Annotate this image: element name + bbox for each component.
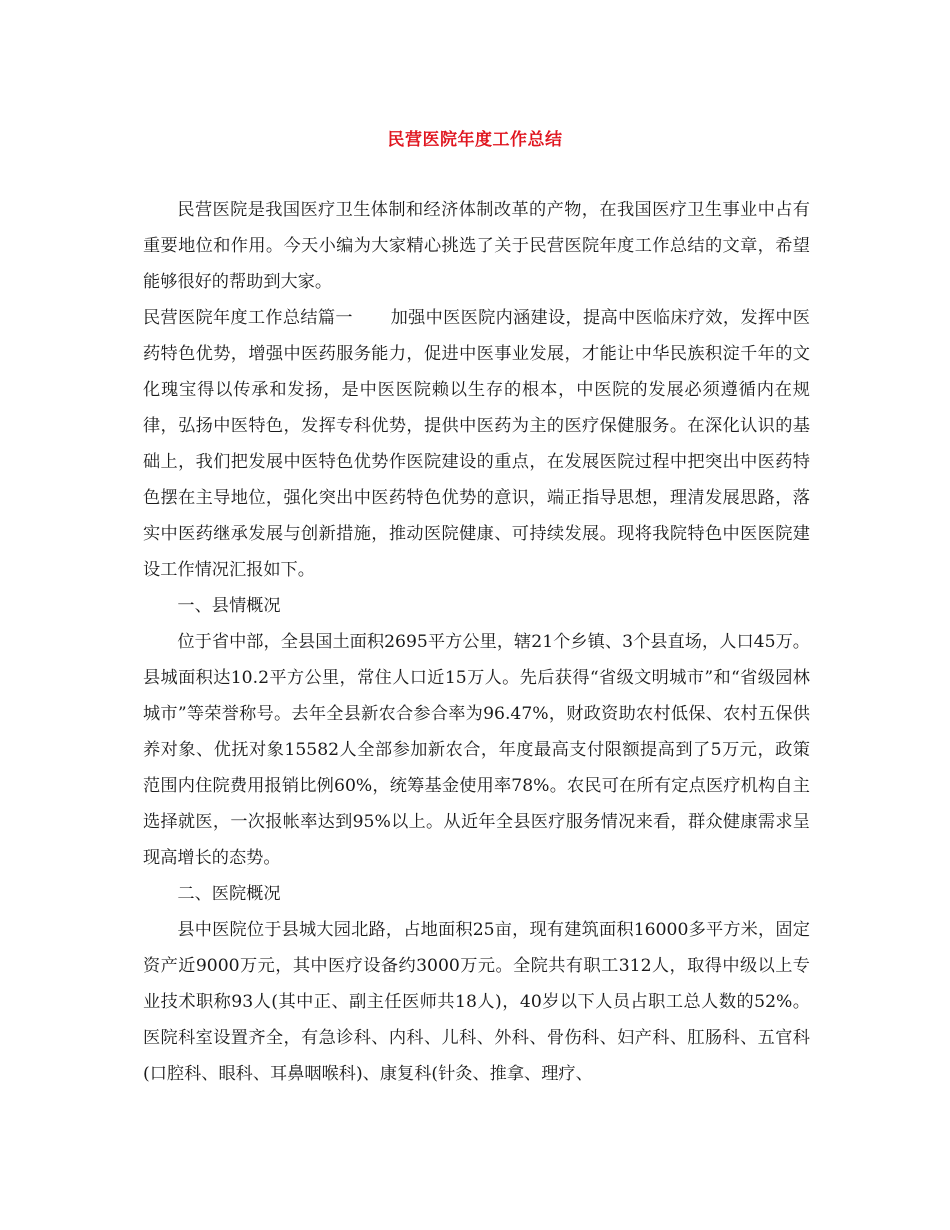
intro-paragraph: 民营医院是我国医疗卫生体制和经济体制改革的产物，在我国医疗卫生事业中占有重要地位和作用。今天小编为大家精心挑选了关于民营医院年度工作总结的文章，希望能够很好的帮助到大家。 (143, 200, 810, 292)
section-body-hospital: 县中医院位于县城大园北路，占地面积25亩，现有建筑面积16000多平方米，固定资产近9000万元，其中医疗设备约3000万元。全院共有职工312人，取得中级以上专业技术职称93人(其中正、副主任医师共18人)，40岁以下人员占职工总人数的52%。医院科室设置齐全，有急诊科、内科、儿科、外科、骨伤科、妇产科、肛肠科、五官科(口腔科、眼科、耳鼻咽喉科)、康复科(针灸、推拿、理疗、 (143, 920, 810, 1084)
section-heading-county: 一、县情概况 (177, 596, 281, 616)
chapter-heading: 民营医院年度工作总结篇一 (143, 308, 353, 328)
document-title: 民营医院年度工作总结 (387, 130, 563, 150)
section-body-county: 位于省中部，全县国土面积2695平方公里，辖21个乡镇、3个县直场，人口45万。县城面积达10.2平方公里，常住人口近15万人。先后获得“省级文明城市”和“省级园林城市”等荣誉称号。去年全县新农合参合率为96.47%，财政资助农村低保、农村五保供养对象、优抚对象15582人全部参加新农合，年度最高支付限额提高到了5万元，政策范围内住院费用报销比例60%，统筹基金使用率78%。农民可在所有定点医疗机构自主选择就医，一次报帐率达到95%以上。从近年全县医疗服务情况来看，群众健康需求呈现高增长的态势。 (143, 632, 810, 868)
document-body (143, 192, 810, 1092)
section-heading-hospital: 二、医院概况 (177, 884, 281, 904)
chapter-body: 加强中医医院内涵建设，提高中医临床疗效，发挥中医药特色优势，增强中医药服务能力，促进中医事业发展，才能让中华民族积淀千年的文化瑰宝得以传承和发扬，是中医医院赖以生存的根本，中医院的发展必须遵循内在规律，弘扬中医特色，发挥专科优势，提供中医药为主的医疗保健服务。在深化认识的基础上，我们把发展中医特色优势作医院建设的重点，在发展医院过程中把突出中医药特色摆在主导地位，强化突出中医药特色优势的意识，端正指导思想，理清发展思路，落实中医药继承发展与创新措施，推动医院健康、可持续发展。现将我院特色中医医院建设工作情况汇报如下。 (143, 308, 810, 580)
chapter-paragraph (143, 300, 810, 588)
